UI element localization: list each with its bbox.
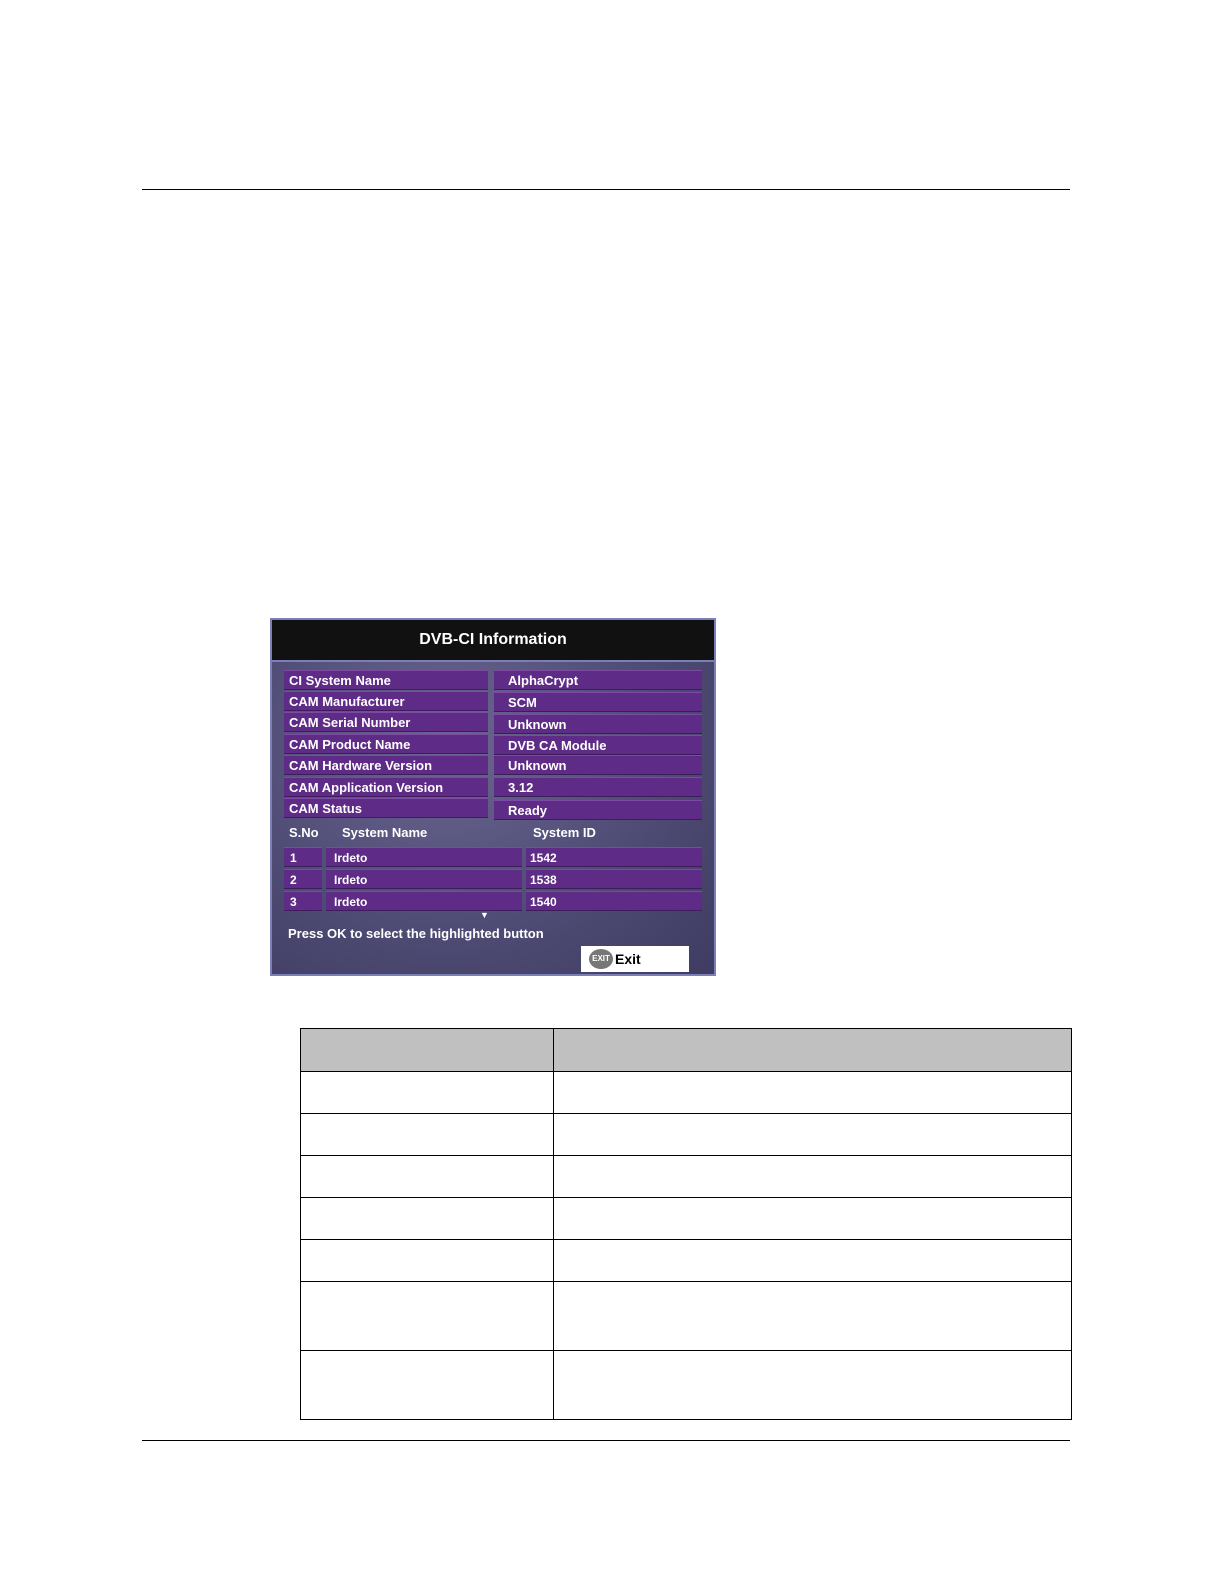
field-value-ci-system-name: AlphaCrypt <box>494 670 702 690</box>
field-label-cam-serial-number: CAM Serial Number <box>284 712 488 732</box>
field-label-cam-application-version: CAM Application Version <box>284 777 488 797</box>
table-row <box>301 1240 1072 1282</box>
bottom-divider <box>142 1440 1070 1441</box>
system-row-number: 1 <box>284 847 322 867</box>
field-label-cam-status: CAM Status <box>284 798 488 818</box>
exit-button[interactable] <box>581 946 689 972</box>
system-row-id: 1540 <box>526 891 702 911</box>
table-row <box>301 1351 1072 1420</box>
field-label-cam-product-name: CAM Product Name <box>284 734 488 754</box>
panel-title: DVB-CI Information <box>272 620 714 662</box>
field-label-cam-manufacturer: CAM Manufacturer <box>284 691 488 711</box>
field-value-cam-status: Ready <box>494 800 702 820</box>
table-row <box>301 1072 1072 1114</box>
table-row <box>301 1282 1072 1351</box>
scroll-down-icon[interactable]: ▼ <box>480 910 489 920</box>
description-table <box>300 1028 1072 1420</box>
table-header-cell <box>301 1029 554 1072</box>
table-header-cell <box>554 1029 1072 1072</box>
system-row-name: Irdeto <box>326 891 522 911</box>
system-row[interactable] <box>284 891 702 911</box>
system-row[interactable] <box>284 847 702 867</box>
system-row-number: 2 <box>284 869 322 889</box>
hint-text: Press OK to select the highlighted button <box>288 926 544 941</box>
field-label-ci-system-name: CI System Name <box>284 670 488 690</box>
field-value-cam-manufacturer: SCM <box>494 692 702 712</box>
field-value-cam-product-name: DVB CA Module <box>494 735 702 755</box>
column-header-system-name: System Name <box>342 825 428 840</box>
system-row[interactable] <box>284 869 702 889</box>
field-label-cam-hardware-version: CAM Hardware Version <box>284 755 488 775</box>
system-row-id: 1538 <box>526 869 702 889</box>
top-divider <box>142 189 1070 190</box>
column-header-system-id: System ID <box>533 825 596 840</box>
table-row <box>301 1198 1072 1240</box>
table-row <box>301 1156 1072 1198</box>
table-row <box>301 1114 1072 1156</box>
system-row-number: 3 <box>284 891 322 911</box>
system-row-name: Irdeto <box>326 869 522 889</box>
exit-icon: EXIT <box>589 949 613 969</box>
system-row-name: Irdeto <box>326 847 522 867</box>
field-value-cam-hardware-version: Unknown <box>494 755 702 775</box>
dvb-ci-information-panel <box>270 618 716 976</box>
system-row-id: 1542 <box>526 847 702 867</box>
exit-label: Exit <box>615 951 641 967</box>
column-header-sno: S.No <box>289 825 319 840</box>
field-value-cam-application-version: 3.12 <box>494 777 702 797</box>
field-value-cam-serial-number: Unknown <box>494 714 702 734</box>
table-header-row <box>301 1029 1072 1072</box>
